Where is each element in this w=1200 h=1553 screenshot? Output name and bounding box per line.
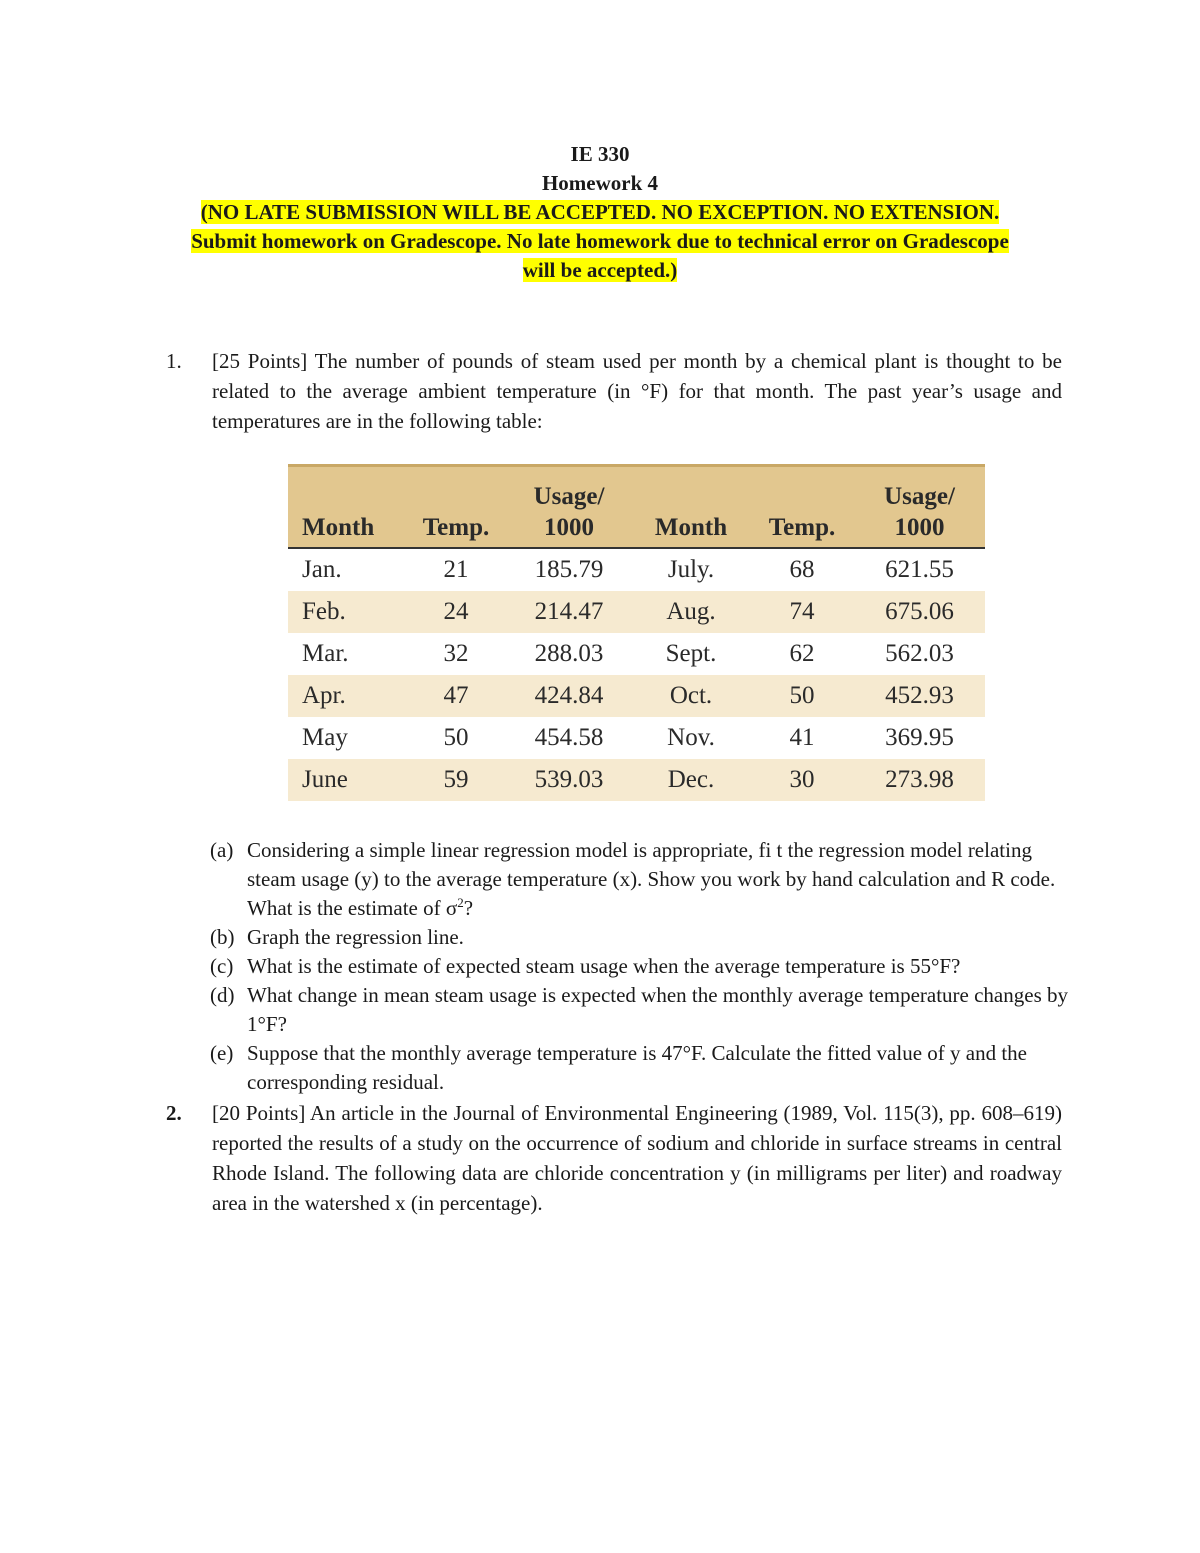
cell-month-2: Nov. — [667, 724, 715, 751]
question-2 — [166, 1098, 1062, 1218]
subquestion-e-text: Suppose that the monthly average temperature is 47°F. Calculate the fitted value of y and the corresponding residual. — [247, 1041, 1027, 1094]
subquestion-a-text: Considering a simple linear regression model is appropriate, fi t the regression model relating steam usage (y) to the average temperature (x). Show you work by hand calculation and R code. What is the estimate of σ — [247, 838, 1056, 920]
question-2-text: [20 Points] An article in the Journal of Environmental Engineering (1989, Vol. 115(3), pp. 608–619) reported the results of a study on the occurrence of sodium and chloride in surface streams in central Rhode Island. The following data are chloride concentration y (in milligrams per liter) and roadway area in the watershed x (in percentage). — [212, 1101, 1062, 1215]
notice-line-3: will be accepted.) — [522, 258, 678, 282]
cell-temp: 24 — [443, 598, 469, 625]
cell-usage-2: 369.95 — [885, 724, 954, 751]
cell-temp: 21 — [443, 556, 469, 583]
usage-header-top: Usage/ — [533, 483, 605, 510]
cell-usage: 214.47 — [534, 598, 604, 625]
subquestion-a-label: (a) — [210, 838, 234, 862]
cell-month: Feb. — [302, 598, 346, 625]
cell-month-2: Dec. — [667, 766, 715, 793]
subquestion-b-label: (b) — [210, 925, 235, 949]
subquestion-b-text: Graph the regression line. — [247, 925, 464, 949]
table-row — [288, 717, 985, 759]
question-2-number: 2. — [166, 1101, 182, 1125]
late-submission-notice — [140, 198, 1060, 285]
notice-line-1: (NO LATE SUBMISSION WILL BE ACCEPTED. NO EXCEPTION. NO EXTENSION. — [200, 200, 1000, 224]
notice-line-2: Submit homework on Gradescope. No late homework due to technical error on Gradescope — [191, 229, 1009, 253]
col-header-usage-2 — [854, 466, 985, 549]
table-row — [288, 548, 985, 591]
cell-temp-2: 62 — [789, 640, 815, 667]
question-1-subquestions — [210, 836, 1070, 1097]
cell-usage: 424.84 — [534, 682, 604, 709]
table-row — [288, 591, 985, 633]
col-header-month: Month — [302, 514, 375, 541]
cell-temp-2: 41 — [789, 724, 815, 751]
subquestion-b — [210, 923, 1070, 952]
question-1-text: [25 Points] The number of pounds of steam used per month by a chemical plant is thought to be related to the average ambient temperature (in °F) for that month. The past year’s usage and temperatures are in the following table: — [212, 349, 1062, 433]
subquestion-e — [210, 1039, 1070, 1097]
cell-month: May — [302, 724, 348, 751]
subquestion-d — [210, 981, 1070, 1039]
table-row — [288, 759, 985, 801]
cell-usage-2: 621.55 — [885, 556, 954, 583]
usage-header-bottom: 1000 — [544, 514, 594, 541]
subquestion-a — [210, 836, 1070, 923]
document-header — [140, 140, 1060, 285]
table-row — [288, 633, 985, 675]
cell-temp: 47 — [443, 682, 469, 709]
table-row — [288, 675, 985, 717]
cell-temp: 59 — [443, 766, 469, 793]
cell-usage-2: 273.98 — [885, 766, 954, 793]
sigma-squared-exponent: 2 — [457, 895, 464, 910]
course-code: IE 330 — [570, 142, 630, 166]
usage-header-bottom-2: 1000 — [894, 514, 945, 541]
question-1-number: 1. — [166, 349, 182, 373]
cell-temp-2: 68 — [789, 556, 815, 583]
subquestion-d-label: (d) — [210, 983, 235, 1007]
usage-header-top-2: Usage/ — [884, 483, 955, 510]
cell-month: June — [302, 766, 348, 793]
cell-month-2: Sept. — [665, 640, 717, 667]
col-header-temp: Temp. — [422, 514, 490, 541]
cell-usage: 539.03 — [534, 766, 604, 793]
col-header-usage — [506, 466, 632, 549]
cell-usage-2: 562.03 — [885, 640, 954, 667]
cell-usage: 454.58 — [534, 724, 604, 751]
subquestion-c-text: What is the estimate of expected steam usage when the average temperature is 55°F? — [247, 954, 961, 978]
homework-title: Homework 4 — [541, 171, 659, 195]
cell-usage-2: 675.06 — [885, 598, 954, 625]
cell-month: Mar. — [302, 640, 349, 667]
cell-month: Jan. — [302, 556, 342, 583]
col-header-month-2: Month — [654, 514, 728, 541]
subquestion-a-end: ? — [463, 896, 474, 920]
cell-month: Apr. — [302, 682, 346, 709]
table-header-row — [288, 466, 985, 549]
cell-month-2: July. — [667, 556, 715, 583]
cell-month-2: Aug. — [666, 598, 716, 625]
cell-temp: 50 — [443, 724, 469, 751]
question-1 — [166, 346, 1062, 436]
cell-usage: 288.03 — [534, 640, 604, 667]
cell-temp-2: 30 — [789, 766, 815, 793]
cell-temp: 32 — [443, 640, 469, 667]
subquestion-e-label: (e) — [210, 1041, 234, 1065]
cell-temp-2: 50 — [789, 682, 815, 709]
col-header-temp-2: Temp. — [768, 514, 836, 541]
cell-usage-2: 452.93 — [885, 682, 954, 709]
subquestion-c — [210, 952, 1070, 981]
steam-usage-table — [288, 464, 985, 801]
subquestion-d-text: What change in mean steam usage is expected when the monthly average temperature changes by 1°F? — [247, 983, 1068, 1036]
subquestion-c-label: (c) — [210, 954, 234, 978]
cell-usage: 185.79 — [534, 556, 604, 583]
cell-temp-2: 74 — [789, 598, 815, 625]
cell-month-2: Oct. — [669, 682, 713, 709]
